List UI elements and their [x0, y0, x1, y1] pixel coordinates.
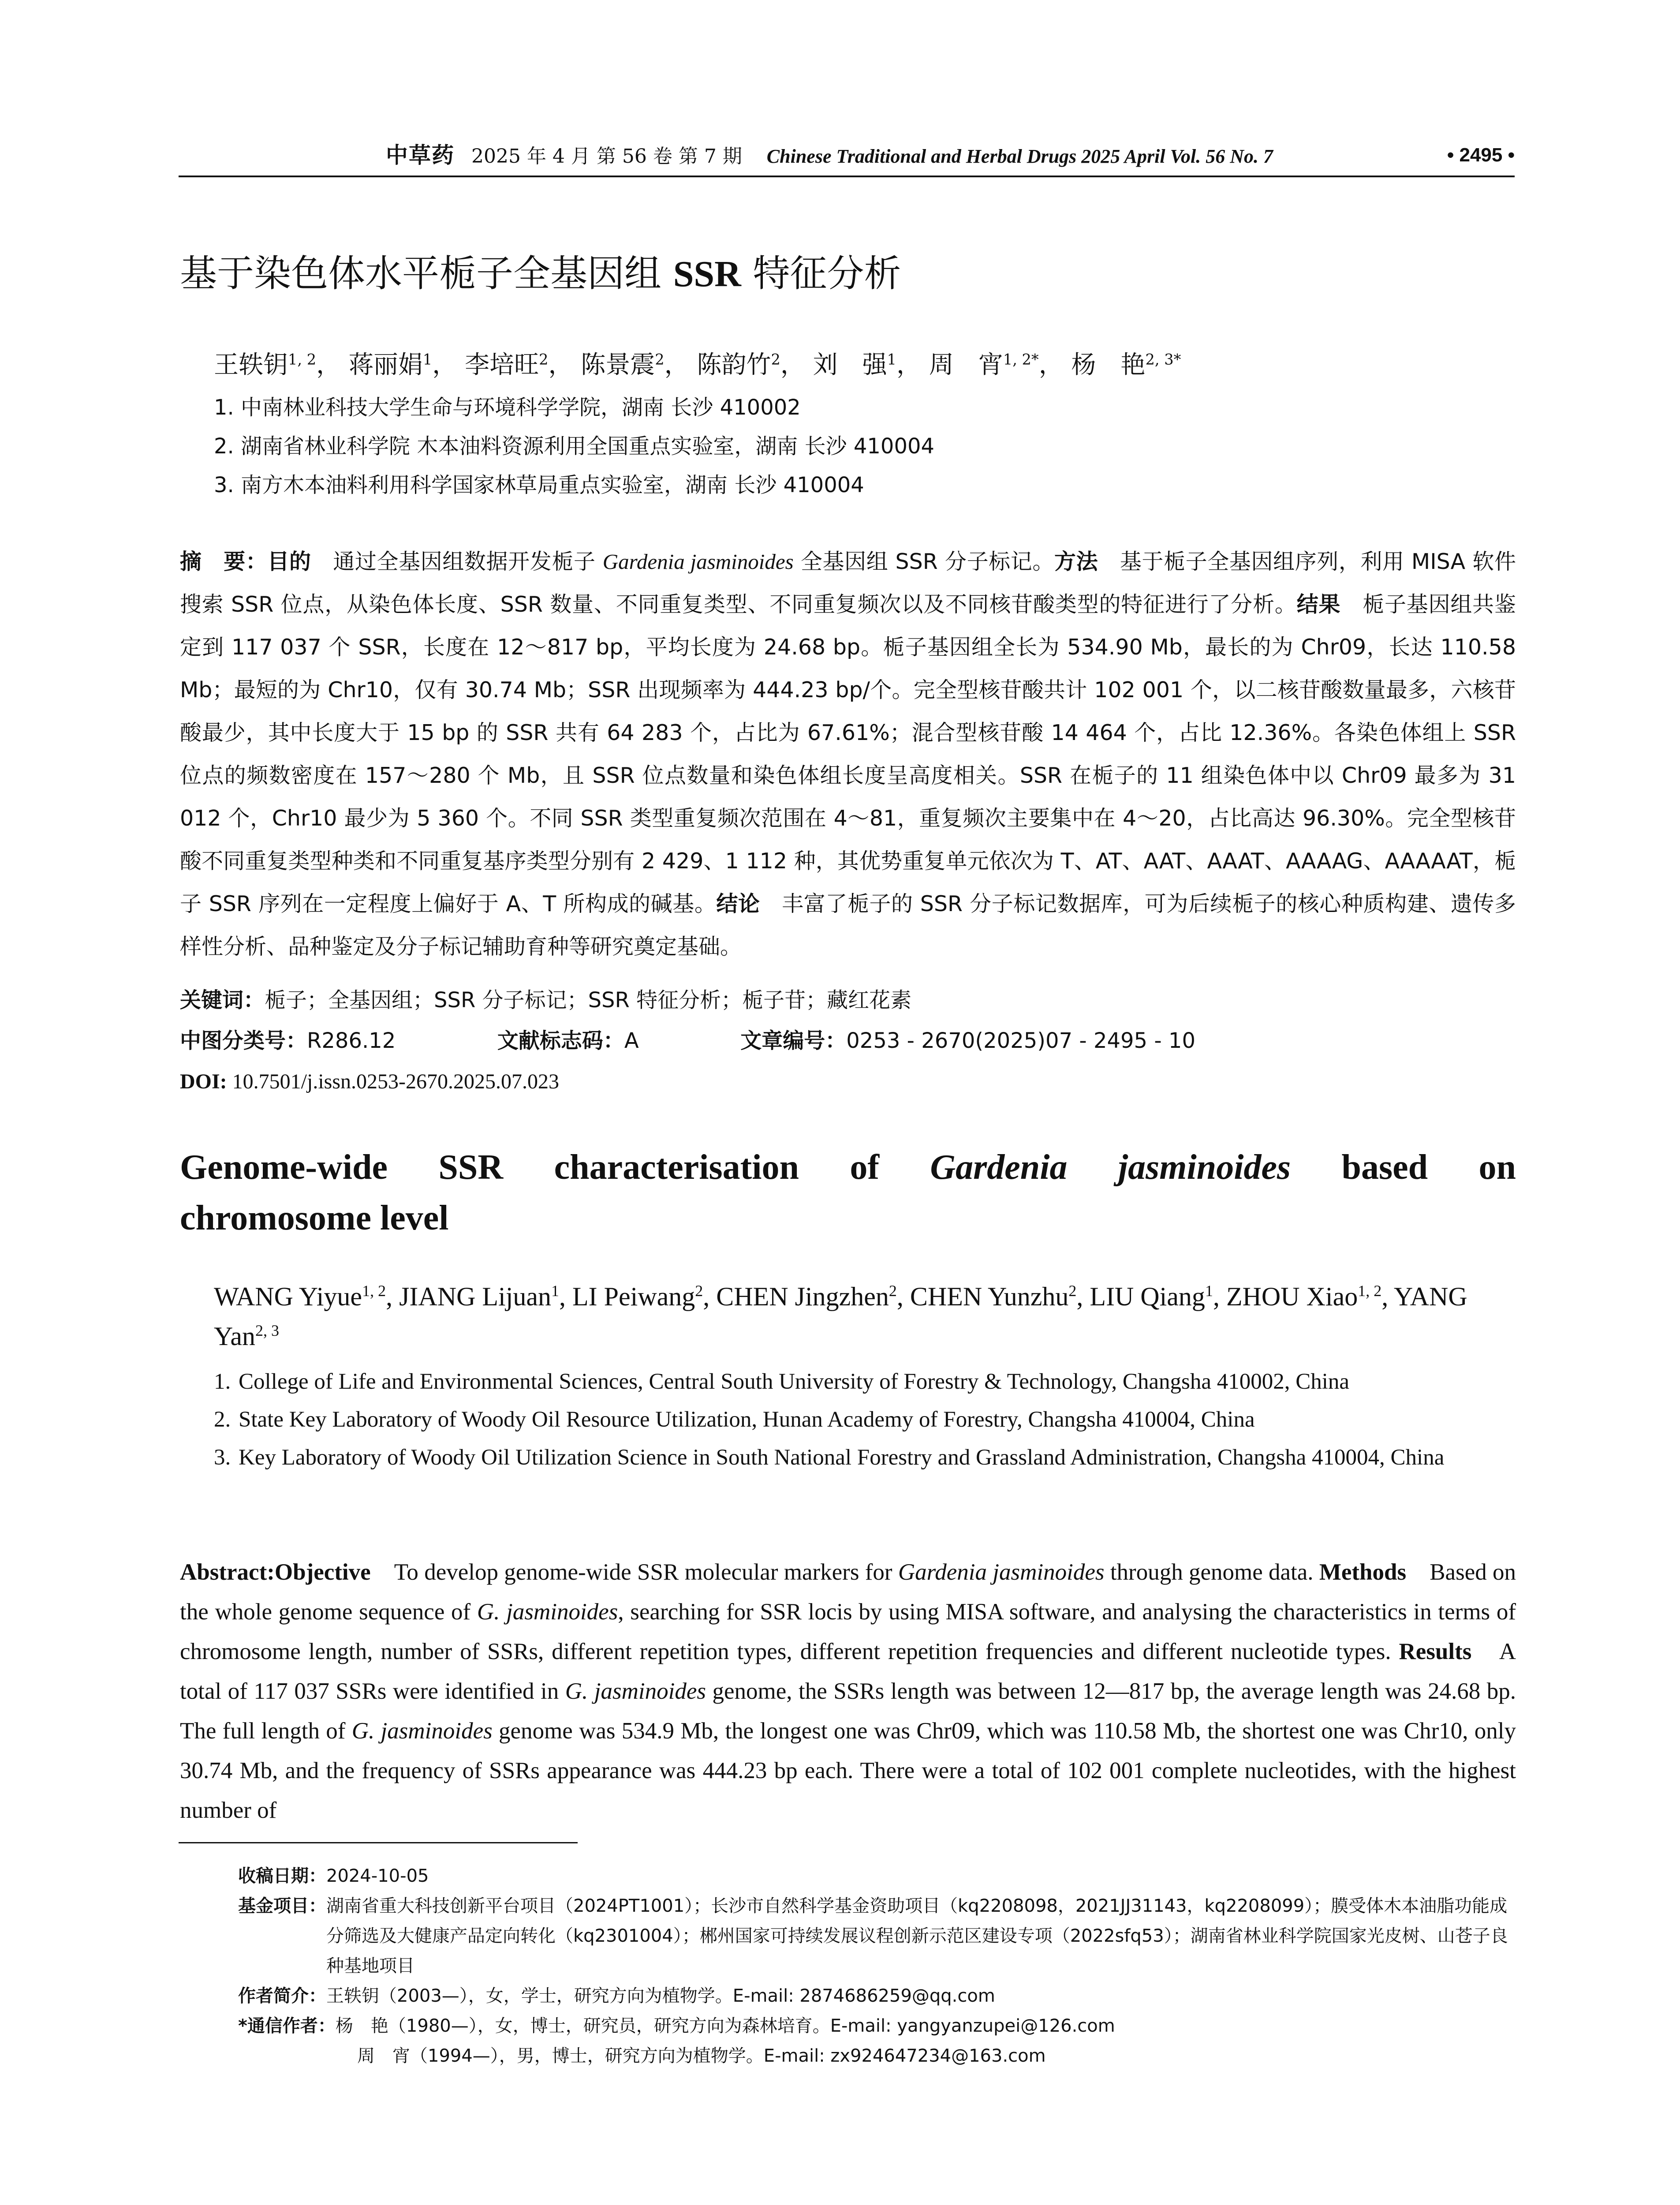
- cn-affiliation: 2. 湖南省林业科学院 木本油料资源利用全国重点实验室，湖南 长沙 410004: [214, 434, 935, 459]
- cn-conclusion-text: 丰富了栀子的 SSR 分子标记数据库，可为后续栀子的核心种质构建、遗传多样性分析、品种鉴定及分子标记辅助育种等研究奠定基础。: [180, 891, 1516, 959]
- doc-code-label: 文献标志码：: [497, 1028, 624, 1053]
- en-author: JIANG Lijuan$^1$: [399, 1282, 560, 1311]
- doi-label: DOI:: [180, 1070, 227, 1093]
- running-header: [179, 142, 1515, 173]
- en-title-line1: [180, 1142, 1516, 1193]
- cn-affiliation: 1. 中南林业科技大学生命与环境科学学院，湖南 长沙 410002: [214, 395, 801, 420]
- en-affiliation: 3. Key Laboratory of Woody Oil Utilization Science in South National Forestry and Grassland Administration, Changsha 410004, China: [214, 1445, 1445, 1470]
- cn-title-part: 基于染色体水平栀子全基因组: [180, 252, 673, 295]
- doc-code-value: A: [624, 1028, 639, 1053]
- cn-abstract-label: 摘 要：: [180, 549, 268, 574]
- cn-title-part: 特征分析: [741, 252, 901, 295]
- cn-author: 周 宵$^{1, 2*}$: [929, 351, 1039, 379]
- en-title-word: Genome-wide: [180, 1148, 388, 1187]
- cn-author: 王轶钥$^{1, 2}$: [214, 351, 317, 379]
- header-center: [386, 142, 1273, 170]
- en-title-word: SSR: [438, 1148, 504, 1187]
- journal-cn-name: 中草药: [386, 142, 455, 168]
- cn-author: 蒋丽娟$^1$: [348, 351, 433, 379]
- footnote-author-bio: 作者简介： 王轶钥（2003—），女，学士，研究方向为植物学。E-mail: 2874686259@qq.com: [238, 1986, 995, 2006]
- en-title-word: based: [1341, 1148, 1428, 1187]
- en-abstract: Abstract:Objective To develop genome-wide SSR molecular markers for Gardenia jasminoides through genome data. Methods Based on the whole genome sequence of G. jasminoides, searching for SSR locis by using MISA software, and analysing the characteristics in terms of chromosome length, number of SSRs, different repetition types, different repetition frequencies and different nucleotide types. Results A total of 117 037 SSRs were identified in G. jasminoides genome, the SSRs length was between 12—817 bp, the average length was 24.68 bp. The full length of G. jasminoides genome was 534.9 Mb, the longest one was Chr09, which was 110.58 Mb, the shortest one was Chr10, only 30.74 Mb, and the frequency of SSRs appearance was 444.23 bp each. There were a total of 102 001 complete nucleotides, with the highest number of: [180, 1559, 1516, 1823]
- page-number: • 2495 •: [1447, 144, 1515, 166]
- en-affiliation: 2. State Key Laboratory of Woody Oil Resource Utilization, Hunan Academy of Forestry, Changsha 410004, China: [214, 1407, 1255, 1432]
- cn-classification-line: [180, 1023, 1195, 1058]
- en-title-word: on: [1478, 1148, 1516, 1187]
- footnotes: [238, 1861, 1515, 2071]
- footnote-rule: [179, 1842, 578, 1843]
- en-title-line2: chromosome level: [180, 1199, 449, 1237]
- keywords-label: 关键词：: [180, 988, 265, 1013]
- clc-label: 中图分类号：: [180, 1028, 307, 1053]
- keywords-value: 栀子；全基因组；SSR 分子标记；SSR 特征分析；栀子苷；藏红花素: [265, 988, 912, 1013]
- cn-keywords-line: [180, 983, 911, 1018]
- doi-value[interactable]: 10.7501/j.issn.0253-2670.2025.07.023: [227, 1070, 560, 1093]
- header-rule: [179, 176, 1515, 177]
- en-species-name: Gardenia jasminoides: [898, 1559, 1105, 1585]
- cn-results-label: 结果: [1296, 592, 1341, 617]
- cn-objective-label: 目的: [267, 549, 311, 574]
- cn-results-text: 栀子基因组共鉴定到 117 037 个 SSR，长度在 12～817 bp，平均长度为 24.68 bp。栀子基因组全长为 534.90 Mb，最长的为 Chr09，长达 110.58 Mb；最短的为 Chr10，仅有 30.74 Mb；SSR 出现频率为 444.23 bp/个。完全型核苷酸共计 102 001 个，以二核苷酸数量最多，六核苷酸最少，其中长度大于 15 bp 的 SSR 共有 64 283 个，占比为 67.61%；混合型核苷酸 14 464 个，占比 12.36%。各染色体组上 SSR 位点的频数密度在 157～280 个 Mb，且 SSR 位点数量和染色体组长度呈高度相关。SSR 在栀子的 11 组染色体中以 Chr09 最多为 31 012 个，Chr10 最少为 5 360 个。不同 SSR 类型重复频次范围在 4～81，重复频次主要集中在 4～20，占比高达 96.30%。完全型核苷酸不同重复类型种类和不同重复基序类型分别有 2 429、1 112 种，其优势重复单元依次为 T、AT、AAT、AAAT、AAAAG、AAAAAT，栀子 SSR 序列在一定程度上偏好于 A、T 所构成的碱基。: [180, 592, 1516, 916]
- cn-author: 李培旺$^2$: [465, 351, 549, 379]
- en-species-abbr: G. jasminoides: [477, 1599, 618, 1625]
- en-author: CHEN Yunzhu$^2$: [910, 1282, 1077, 1311]
- en-title-word: Gardenia: [930, 1148, 1068, 1187]
- en-author: LI Peiwang$^2$: [572, 1282, 703, 1311]
- en-author: YANG Yan$^{2, 3}$: [214, 1282, 1467, 1351]
- en-species-abbr: G. jasminoides: [351, 1718, 493, 1744]
- en-results-label: Results: [1399, 1639, 1472, 1664]
- en-affiliations: [214, 1363, 1515, 1476]
- en-author-list: WANG Yiyue$^{1, 2}$, JIANG Lijuan$^1$, LI Peiwang$^2$, CHEN Jingzhen$^2$, CHEN Yunzhu$^2$, LIU Qiang$^1$, ZHOU Xiao$^{1, 2}$, YANG Yan$^{2, 3}$: [214, 1282, 1467, 1351]
- cn-author-list: 王轶钥$^{1, 2}$， 蒋丽娟$^1$， 李培旺$^2$， 陈景震$^2$， 陈韵竹$^2$， 刘 强$^1$， 周 宵$^{1, 2*}$， 杨 艳$^{2, 3*}$: [214, 351, 1181, 379]
- cn-objective-text: 全基因组 SSR 分子标记。: [793, 549, 1055, 574]
- cn-methods-label: 方法: [1054, 549, 1098, 574]
- cn-author: 刘 强$^1$: [813, 351, 897, 379]
- cn-species-name: Gardenia jasminoides: [602, 549, 794, 574]
- footnote-fund: 基金项目： 湖南省重大科技创新平台项目（2024PT1001）；长沙市自然科学基金资助项目（kq2208098，2021JJ31143，kq2208099）；膜受体木本油脂功能成分筛选及大健康产品定向转化（kq2301004）；郴州国家可持续发展议程创新示范区建设专项（2022sfq53）；湖南省林业科学院国家光皮树、山苍子良种基地项目: [238, 1896, 1508, 1976]
- doi-line: [180, 1064, 559, 1099]
- en-abstract-label: Abstract:Objective: [180, 1559, 371, 1585]
- cn-author: 杨 艳$^{2, 3*}$: [1071, 351, 1181, 379]
- en-methods-label: Methods: [1319, 1559, 1407, 1585]
- cn-affiliations: [214, 388, 934, 505]
- en-author: WANG Yiyue$^{1, 2}$: [214, 1282, 386, 1311]
- en-title: [180, 1142, 1516, 1244]
- issue-cn: 2025 年 4 月 第 56 卷 第 7 期: [471, 145, 742, 168]
- clc-value: R286.12: [307, 1028, 396, 1053]
- en-title-word: characterisation: [554, 1148, 799, 1187]
- en-author: CHEN Jingzhen$^2$: [716, 1282, 897, 1311]
- cn-conclusion-label: 结论: [716, 891, 760, 916]
- cn-author: 陈景震$^2$: [581, 351, 665, 379]
- article-no-label: 文章编号：: [740, 1028, 847, 1053]
- en-author: ZHOU Xiao$^{1, 2}$: [1226, 1282, 1382, 1311]
- en-title-word: of: [850, 1148, 879, 1187]
- footnote-received: 收稿日期： 2024-10-05: [238, 1866, 429, 1886]
- en-title-word: jasminoides: [1118, 1148, 1291, 1187]
- footnote-corresponding: *通信作者： 杨 艳（1980—），女，博士，研究员，研究方向为森林培育。E-mail: yangyanzupei@126.com: [238, 2016, 1115, 2036]
- cn-methods-text: 基于栀子全基因组序列，利用 MISA 软件搜索 SSR 位点，从染色体长度、SSR 数量、不同重复类型、不同重复频次以及不同核苷酸类型的特征进行了分析。: [180, 549, 1516, 617]
- cn-objective-text: 通过全基因组数据开发栀子: [311, 549, 603, 574]
- cn-author: 陈韵竹$^2$: [697, 351, 780, 379]
- footnote-corresponding-2: 周 宵（1994—），男，博士，研究方向为植物学。E-mail: zx924647234@163.com: [357, 2046, 1046, 2066]
- cn-abstract: [180, 540, 1516, 968]
- cn-title-ssr: SSR: [673, 254, 741, 295]
- journal-en-name: Chinese Traditional and Herbal Drugs 2025 April Vol. 56 No. 7: [766, 146, 1273, 167]
- en-author: LIU Qiang$^1$: [1090, 1282, 1213, 1311]
- article-no-value: 0253 - 2670(2025)07 - 2495 - 10: [846, 1028, 1196, 1053]
- cn-affiliation: 3. 南方木本油料利用科学国家林草局重点实验室，湖南 长沙 410004: [214, 473, 864, 497]
- en-species-abbr: G. jasminoides: [565, 1678, 706, 1704]
- cn-title: [180, 249, 901, 299]
- en-affiliation: 1. College of Life and Environmental Sciences, Central South University of Forestry & Technology, Changsha 410002, China: [214, 1369, 1350, 1394]
